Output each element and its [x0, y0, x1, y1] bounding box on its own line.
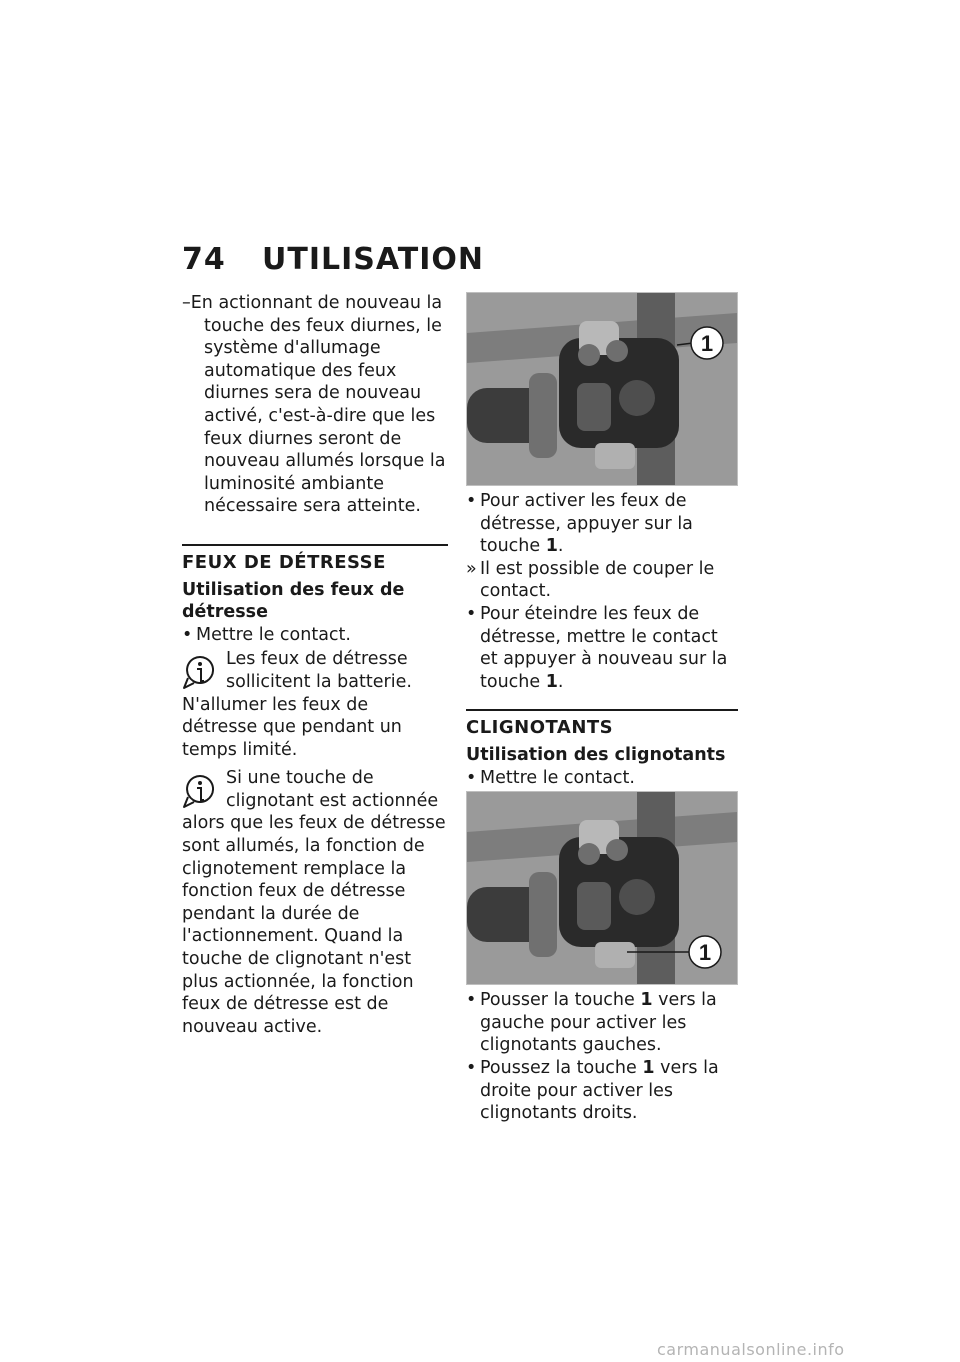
- callout-1: 1: [700, 331, 714, 356]
- step-hazard-on: • Pour activer les feux de détresse, appuyer sur la touche 1.: [466, 490, 738, 558]
- subsection-title-turn-signals: Utilisation des clignotants: [466, 744, 726, 765]
- watermark: carmanualsonline.info: [657, 1340, 845, 1359]
- list-item: –En actionnant de nouveau la touche des feux diurnes, le système d'allumage automatique des feux diurnes sera de nouveau activé, c'est-à-dire que les feux diurnes seront de nouveau allumés lorsque la luminosité ambiante nécessaire sera atteinte.: [182, 293, 446, 517]
- handlebar-switch-illustration: [467, 293, 737, 485]
- page-number: 74: [182, 242, 226, 277]
- step-turn-right: • Poussez la touche 1 vers la droite pour activer les clignotants droits.: [466, 1057, 738, 1125]
- page-header: [182, 242, 484, 277]
- handlebar-switch-illustration: [467, 792, 737, 984]
- step-ignition: • Mettre le contact.: [182, 624, 448, 647]
- info-note: Si une touche de clignotant est actionnée alors que les feux de détresse sont allumés, la fonction de clignotement remplace la fonction feux de détresse pendant la durée de l'actionnement. Quand la touche de clignotant n'est plus actionnée, la fonction feux de détresse est de nouveau active.: [182, 768, 446, 1037]
- step-turn-left: • Pousser la touche 1 vers la gauche pour activer les clignotants gauches.: [466, 989, 738, 1057]
- section-title-hazard: FEUX DE DÉTRESSE: [182, 544, 448, 575]
- handlebar-switch-photo: [466, 791, 738, 985]
- section-title-turn-signals: CLIGNOTANTS: [466, 709, 738, 740]
- page-title: UTILISATION: [262, 242, 484, 277]
- step-hazard-off: • Pour éteindre les feux de détresse, mettre le contact et appuyer à nouveau sur la touche 1.: [466, 603, 738, 693]
- step-ignition: • Mettre le contact.: [466, 767, 738, 790]
- handlebar-switch-photo: [466, 292, 738, 486]
- info-icon: [182, 654, 218, 692]
- info-icon: [182, 773, 218, 811]
- info-note: Les feux de détresse sollicitent la batterie. N'allumer les feux de détresse que pendant un temps limité.: [182, 649, 412, 760]
- subsection-title-hazard: Utilisation des feux de détresse: [182, 579, 405, 623]
- left-column: [182, 292, 448, 1038]
- right-column: [466, 292, 738, 1125]
- result-text: » Il est possible de couper le contact.: [466, 558, 738, 603]
- callout-1: 1: [698, 940, 712, 966]
